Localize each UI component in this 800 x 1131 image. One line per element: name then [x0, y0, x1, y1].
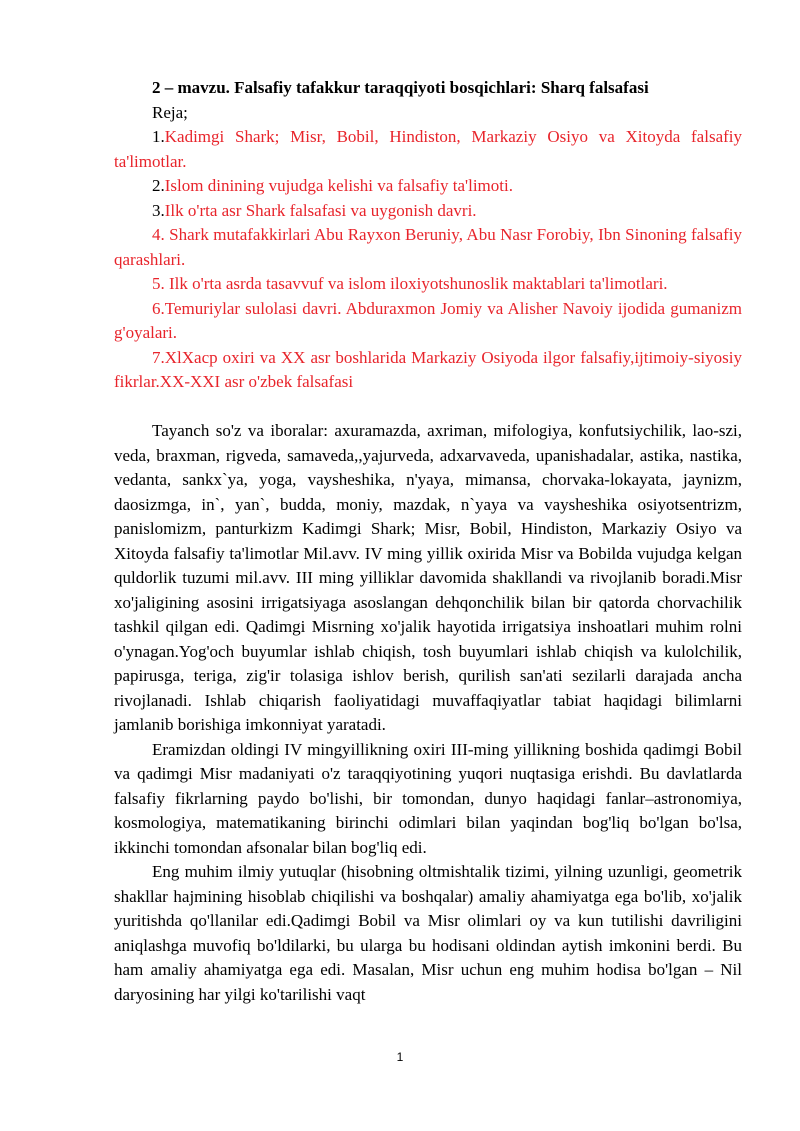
body-paragraph: Tayanch so'z va iboralar: axuramazda, axriman, mifologiya, konfutsiychilik, lao-szi, veda, braxman, rigveda, samaveda,,yajurveda, adxarvaveda, upanishadalar, astika, nastika, vedanta, sankx`ya, yoga, vaysheshika, n'yaya, mimansa, chorvaka-lokayata, jaynizm, daosizmga, in`, yan`, budda, moniy, mazdak, n`yaya va vaysheshika osiyotsentrizm, panislomizm, panturkizm Kadimgi Shark; Misr, Bobil, Hindiston, Markaziy Osiyo va Xitoyda falsafiy ta'limotlar Mil.avv. IV ming yillik oxirida Misr va Bobilda vujudga kelgan quldorlik tuzumi mil.avv. III ming yilliklar davomida shakllandi va rivojlanib boradi.Misr xo'jaligining asosini irrigatsiyaga asoslangan dehqonchilik bilan bir qatorda chorvachilik tashkil qilgan edi. Qadimgi Misrning xo'jalik hayotida irrigatsiya inshoatlari muhim rolni o'ynagan.Yog'och buyumlar ishlab chiqish, tosh buyumlari ishlab chiqish va kulolchilik, papirusga, teriga, zig'ir tolasiga ishlov berish, qurilish san'ati sezilarli darajada ancha rivojlanadi. Ishlab chiqarish faoliyatidagi muvaffaqiyatlar tabiat haqidagi bilimlarni jamlanib borishiga imkonniyat yaratadi.	[114, 421, 742, 734]
plan-item	[114, 297, 742, 346]
plan-item-text: 5. Ilk o'rta asrda tasavvuf va islom iloxiyotshunoslik maktablari ta'limotlari.	[152, 274, 668, 293]
plan-item-text: 4. Shark mutafakkirlari Abu Rayxon Beruniy, Abu Nasr Forobiy, Ibn Sinoning falsafiy qarashlari.	[114, 225, 742, 269]
body-paragraph: Eng muhim ilmiy yutuqlar (hisobning oltmishtalik tizimi, yilning uzunligi, geometrik shakllar hajmining hisoblab chiqilishi va boshqalar) amaliy ahamiyatga ega bo'lib, xo'jalik yuritishda qo'llanilar edi.Qadimgi Bobil va Misr olimlari oy va kun tutilishi davriligini aniqlashga muvofiq bo'ldilarki, bu ularga bu hodisani oldindan aytish imkonini berdi. Bu ham amaliy ahamiyatga ega edi. Masalan, Misr uchun eng muhim hodisa bo'lgan – Nil daryosining har yilgi ko'tarilishi vaqt	[114, 862, 742, 1004]
plan-item-text: Ilk o'rta asr Shark falsafasi va uygonish davri.	[164, 200, 477, 220]
plan-item	[114, 125, 742, 174]
page-number: 1	[396, 1050, 404, 1064]
plan-item	[114, 174, 742, 199]
plan-item-number: 1.	[152, 127, 165, 146]
plan-item-text: 7.XlXacp oxiri va XX asr boshlarida Markaziy Osiyoda ilgor falsafiy,ijtimoiy-siyosiy fikrlar.XX-XXI asr o'zbek falsafasi	[114, 347, 742, 391]
plan-item-text: 6.Temuriylar sulolasi davri. Abduraxmon Jomiy va Alisher Navoiy ijodida gumanizm g'oyalari.	[114, 298, 742, 342]
document-body	[114, 76, 742, 1007]
paragraph-spacer	[114, 395, 742, 420]
plan-item	[114, 272, 742, 297]
body-paragraph: Eramizdan oldingi IV mingyillikning oxiri III-ming yillikning boshida qadimgi Bobil va qadimgi Misr madaniyati o'z taraqqiyotining yuqori nuqtasiga erishdi. Bu davlatlarda falsafiy fikrlarning paydo bo'lishi, bir tomondan, dunyo haqidagi fanlar–astronomiya, kosmologiya, matematikaning birinchi odimlari bilan yaqindan bog'liq bo'lgan bo'lsa, ikkinchi tomondan afsonalar bilan bog'liq edi.	[114, 739, 742, 857]
plan-item	[114, 199, 742, 224]
document-title: 2 – mavzu. Falsafiy tafakkur taraqqiyoti bosqichlari: Sharq falsafasi	[152, 78, 649, 97]
plan-item-number: 3.	[152, 200, 165, 220]
plan-label: Reja;	[152, 102, 188, 122]
plan-item-text: Kadimgi Shark; Misr, Bobil, Hindiston, Markaziy Osiyo va Xitoyda falsafiy ta'limotlar.	[114, 127, 742, 171]
plan-item-number: 2.	[152, 176, 165, 195]
plan-item	[114, 346, 742, 395]
plan-item-text: Islom dinining vujudga kelishi va falsafiy ta'limoti.	[164, 176, 513, 195]
plan-item	[114, 223, 742, 272]
